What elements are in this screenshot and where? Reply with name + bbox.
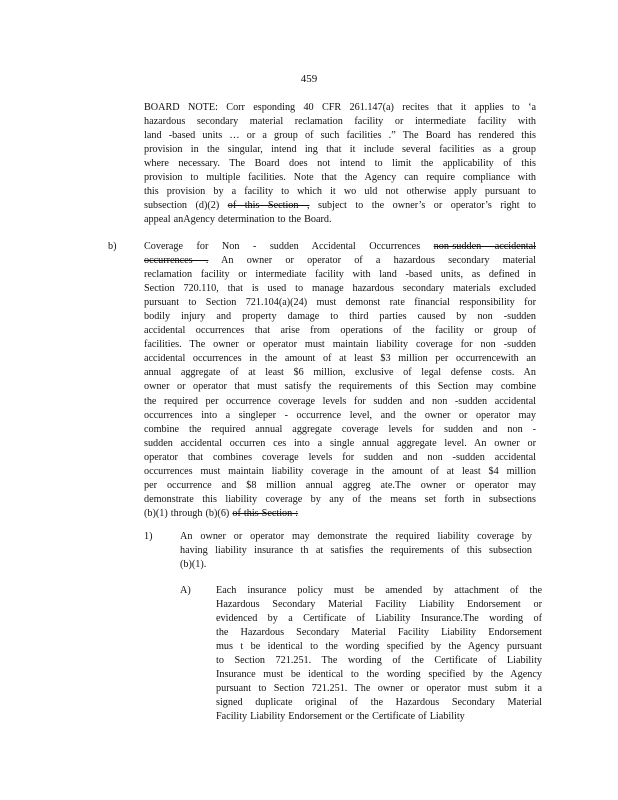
board-note-line: where necessary. The Board does not intend to limit the applicability of this [144, 158, 536, 170]
item-line: having liability insurance th at satisfies the requirements of this subsection [180, 545, 532, 557]
item-label: 1) [144, 531, 153, 542]
item-line: Hazardous Secondary Material Facility Liability Endorsement or [216, 599, 542, 611]
struck-text: occurrences . [144, 255, 209, 267]
item-1-text [180, 530, 532, 572]
item-label: A) [180, 585, 191, 596]
item-line: Each insurance policy must be amended by attachment of the [216, 585, 542, 596]
subsection-label: b) [108, 241, 117, 252]
subsection-line [144, 254, 536, 268]
board-note-line [144, 199, 536, 213]
subsection-heading: Coverage for Non - sudden Accidental Occurrences [144, 241, 434, 252]
subsection-line: annual aggregate of at least $6 million, exclusive of legal defense costs. An [144, 367, 536, 379]
board-note-line: provision in the singular, intend ing that it include several facilities as a group [144, 144, 536, 156]
item-line: pursuant to Section 721.251. The owner or operator must subm it a [216, 683, 542, 695]
item-line: the Hazardous Secondary Material Facility Liability Endorsement [216, 627, 542, 639]
subsection-text: (b)(1) through (b)(6) [144, 507, 233, 519]
board-note-line: provision to multiple facilities. Note that the Agency can require compliance with [144, 172, 536, 184]
struck-text: non-sudden accidental [433, 241, 536, 252]
board-note-line: land -based units … or a group of such facilities .” The Board has rendered this [144, 130, 536, 142]
item-line: to Section 721.251. The wording of the Certificate of Liability [216, 655, 542, 667]
subsection-text: An owner or operator of a hazardous secondary material [208, 255, 537, 267]
struck-text: of this Section : [232, 507, 299, 519]
item-line: Insurance must be identical to the wording specified by the Agency [216, 669, 542, 681]
struck-text: of this Section , [227, 200, 310, 212]
item-line: (b)(1). [180, 559, 207, 571]
subsection-line [144, 507, 536, 521]
item-line: Facility Liability Endorsement or the Certificate of Liability [216, 711, 465, 723]
subsection-line: operator that combines coverage levels for sudden and non -sudden accidental [144, 451, 536, 463]
page-number: 459 [300, 73, 318, 85]
board-note-text: subject to the owner’s or operator’s right to [309, 200, 536, 212]
board-note-line: BOARD NOTE: Corr esponding 40 CFR 261.147(a) recites that it applies to ‘a [144, 102, 536, 113]
item-line: signed duplicate original of the Hazardous Secondary Material [216, 697, 542, 709]
subsection-line: accidental occurrences in the amount of at least $3 million per occurrencewith an [144, 353, 536, 365]
item-a-text [216, 584, 542, 724]
subsection-line: Section 720.110, that is used to manage hazardous secondary materials excluded [144, 283, 536, 295]
board-note [144, 101, 536, 227]
subsection-line: the required per occurrence coverage levels for sudden and non -sudden accidental [144, 395, 536, 407]
subsection-line: occurrences into a singleper - occurrence level, and the owner or operator may [144, 409, 536, 421]
subsection-line: demonstrate this liability coverage by any of the means set forth in subsections [144, 493, 536, 505]
subsection-line: reclamation facility or intermediate facility with land -based units, as defined in [144, 269, 536, 281]
item-line: evidenced by a Certificate of Liability Insurance.The wording of [216, 613, 542, 625]
subsection-line: sudden accidental occurren ces into a single annual aggregate level. An owner or [144, 437, 536, 449]
subsection-line: owner or operator that must satisfy the requirements of this Section may combine [144, 381, 536, 393]
subsection-b-text [144, 240, 536, 521]
board-note-line: this provision by a facility to which it wo uld not otherwise apply pursuant to [144, 186, 536, 198]
subsection-line: facilities. The owner or operator must maintain liability coverage for non -sudden [144, 339, 536, 351]
subsection-line: combine the required annual aggregate coverage levels for sudden and non - [144, 423, 536, 435]
subsection-line: occurrences must maintain liability coverage in the amount of at least $4 million [144, 465, 536, 477]
item-line: An owner or operator may demonstrate the required liability coverage by [180, 531, 532, 542]
board-note-line: hazardous secondary material reclamation facility or intermediate facility with [144, 116, 536, 128]
subsection-line: per occurrence and $8 million annual aggreg ate.The owner or operator may [144, 479, 536, 491]
item-line: mus t be identical to the wording specified by the Agency pursuant [216, 641, 542, 653]
subsection-line: bodily injury and property damage to third parties caused by non -sudden [144, 311, 536, 323]
subsection-line: pursuant to Section 721.104(a)(24) must demonst rate financial responsibility for [144, 297, 536, 309]
board-note-line: appeal anAgency determination to the Board. [144, 214, 332, 226]
subsection-line: accidental occurrences that arise from operations of the facility or group of [144, 325, 536, 337]
subsection-line [144, 240, 536, 254]
board-note-text: subsection (d)(2) [144, 200, 228, 212]
